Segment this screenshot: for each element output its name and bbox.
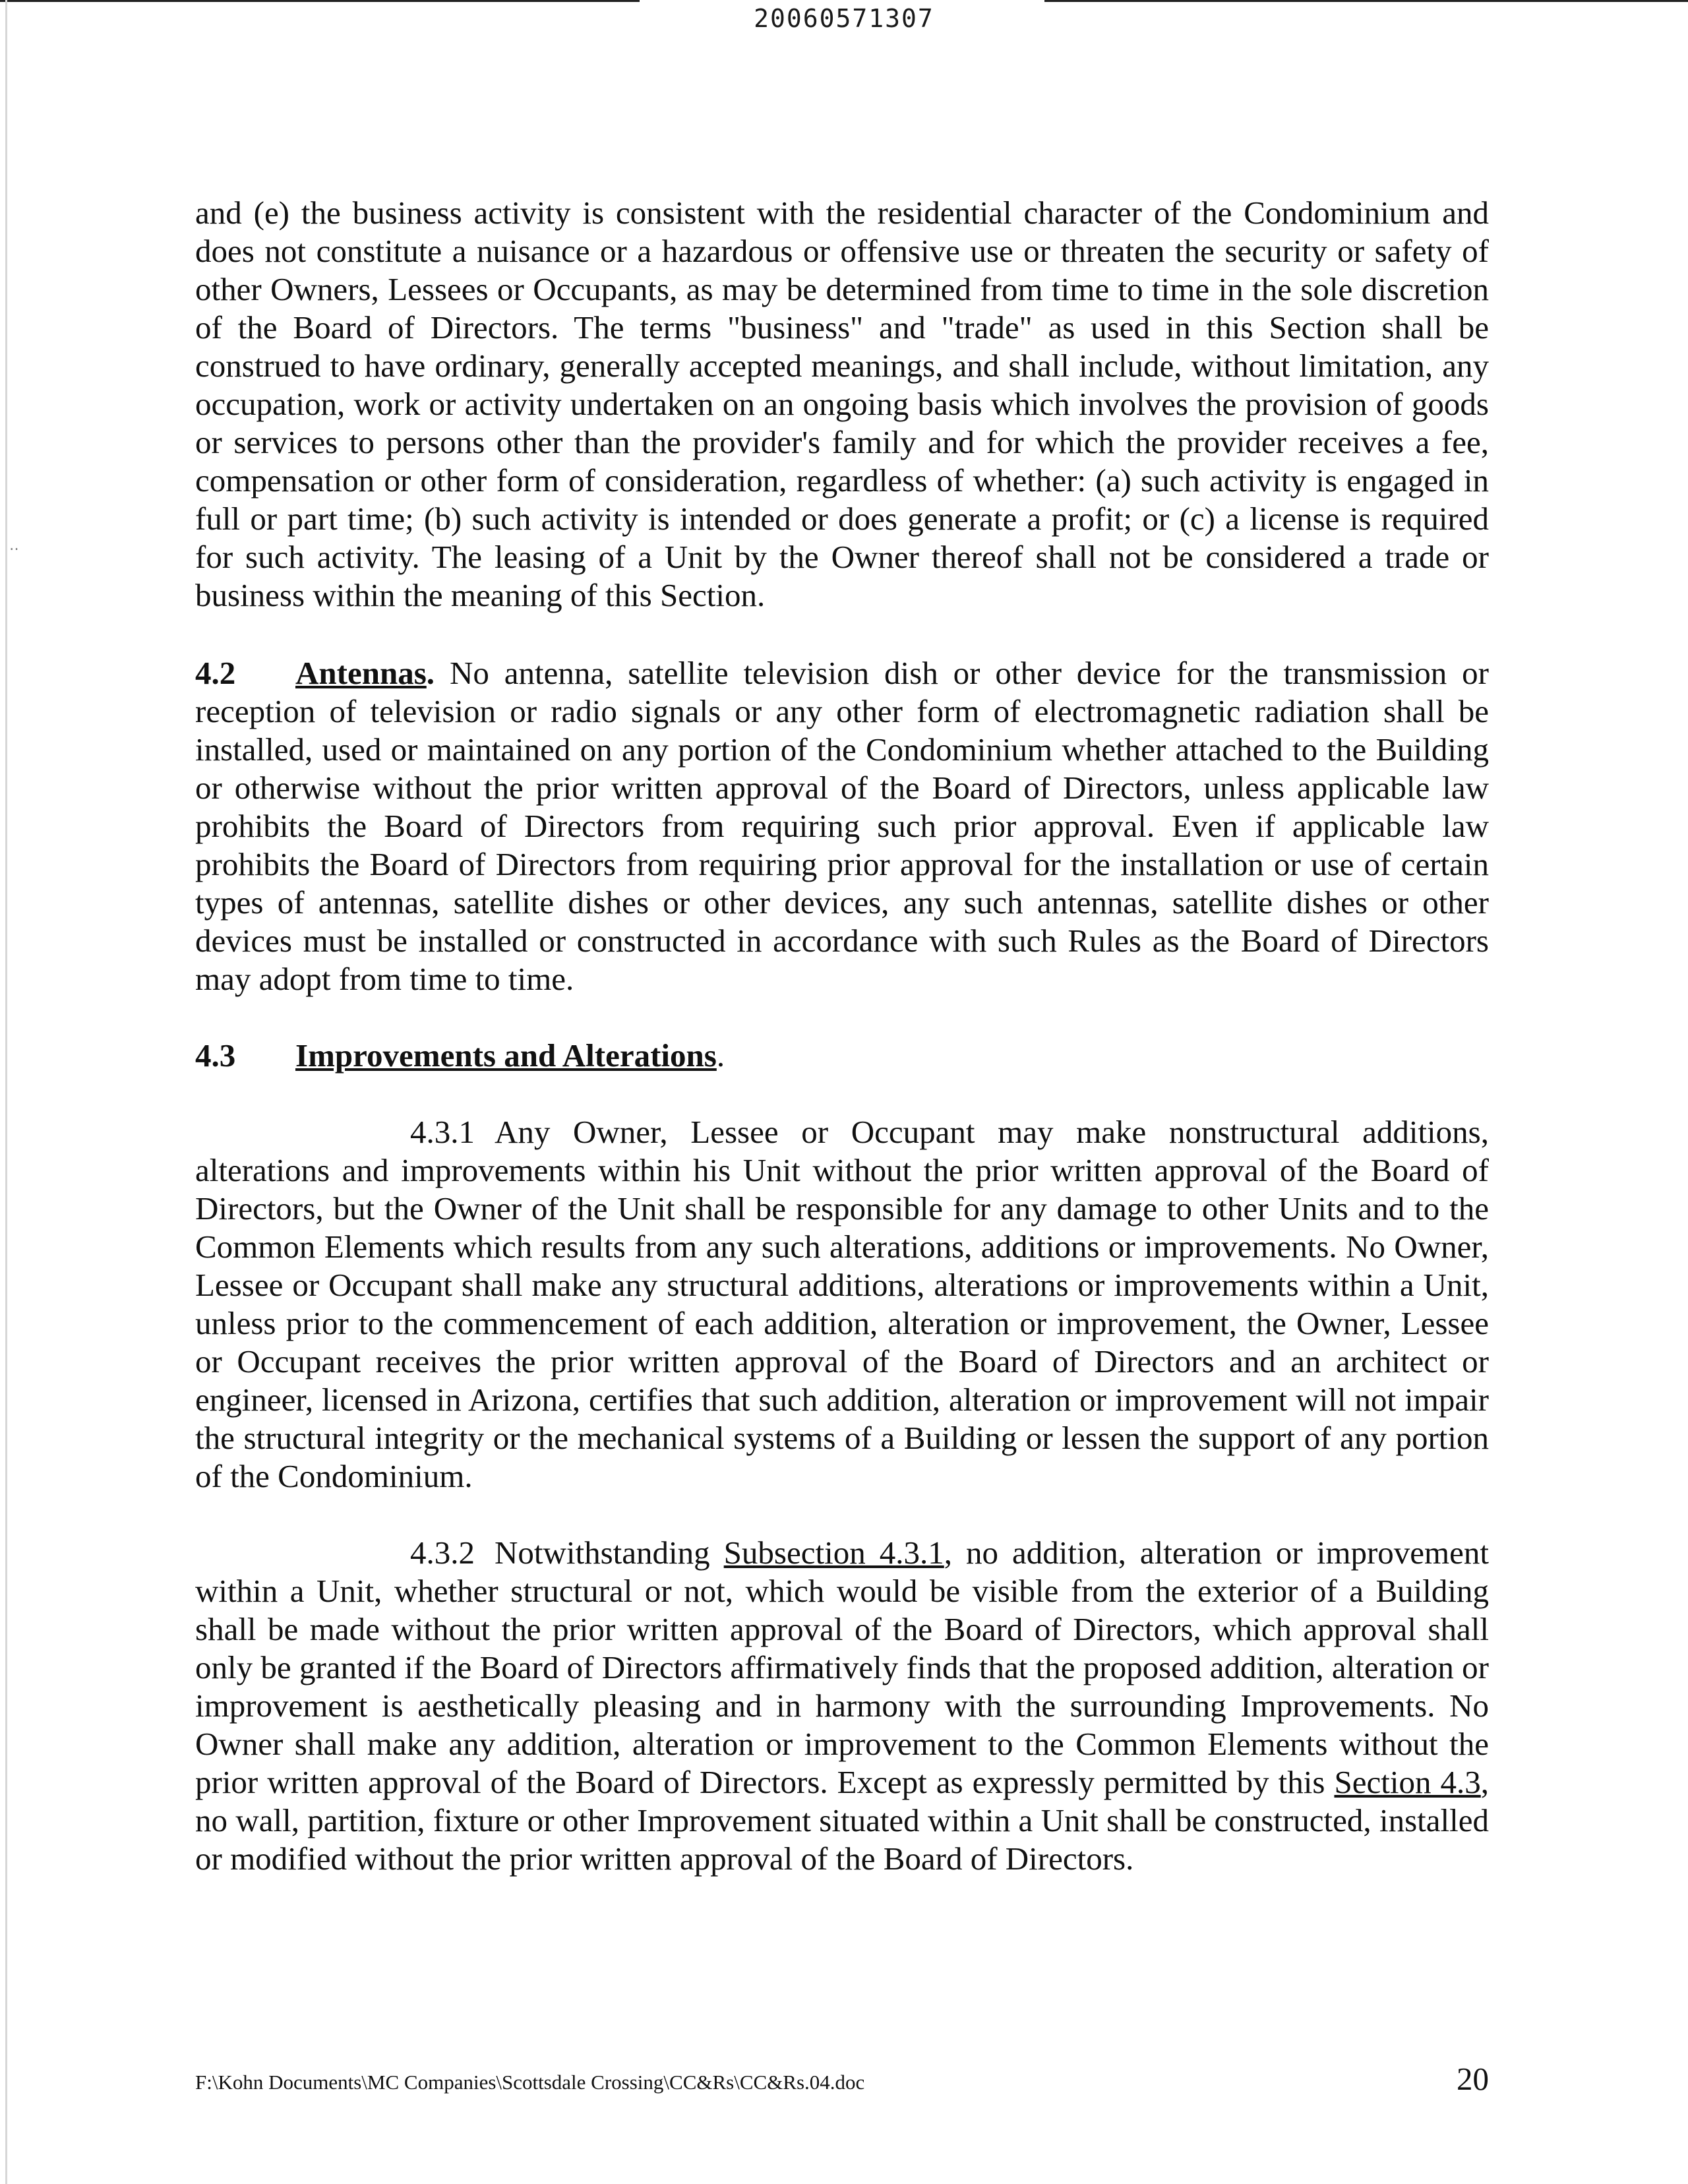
paragraph-text: No antenna, satellite television dish or other device for the transmission or reception of television or radio signals or any other form of electromagnetic radiation shall be installed, used or maintained on any portion of the Condominium whether attached to the Building or otherwise without the prior written approval of the Board of Directors, unless applicable law prohibits the Board of Directors from requiring such prior approval. Even if applicable law prohibits the Board of Directors from requiring prior approval for the installation or use of certain types of antennas, satellite dishes or other devices, any such antennas, satellite dishes or other devices must be installed or constructed in accordance with such Rules as the Board of Directors may adopt from time to time. xyxy=(195,655,1489,997)
section-4-3-heading xyxy=(195,1037,1489,1075)
subsection-4-3-2 xyxy=(195,1534,1489,1878)
section-title-punct: . xyxy=(716,1037,725,1074)
paragraph-text-b: , no addition, alteration or improvement within a Unit, whether structural or not, which would be visible from the exterior of a Building shall be made without the prior written approval of the Board of Directors, which approval shall only be granted if the Board of Directors affirmatively finds that the proposed addition, alteration or improvement is aesthetically pleasing and in harmony with the surrounding Improvements. No Owner shall make any addition, alteration or improvement to the Common Elements without the prior written approval of the Board of Directors. Except as expressly permitted by this xyxy=(195,1534,1489,1800)
paragraph xyxy=(195,1113,1489,1496)
subsection-number: 4.3.1 xyxy=(410,1114,475,1150)
section-4-2 xyxy=(195,654,1489,998)
section-title: Improvements and Alterations xyxy=(295,1037,717,1074)
heading-line xyxy=(195,1037,1489,1075)
subsection-number: 4.3.2 xyxy=(410,1534,475,1571)
paragraph-text: Any Owner, Lessee or Occupant may make nonstructural additions, alterations and improvements within his Unit without the prior written approval of the Board of Directors, but the Owner of the Unit shall be responsible for any damage to other Units and to the Common Elements which results from any such alterations, additions or improvements. No Owner, Lessee or Occupant shall make any structural additions, alterations or improvements within a Unit, unless prior to the commencement of each addition, alteration or improvement, the Owner, Lessee or Occupant receives the prior written approval of the Board of Directors and an architect or engineer, licensed in Arizona, certifies that such addition, alteration or improvement will not impair the structural integrity or the mechanical systems of a Building or lessen the support of any portion of the Condominium. xyxy=(195,1114,1489,1494)
scan-speck-icon: ․․ xyxy=(9,537,19,554)
section-number: 4.2 xyxy=(195,655,236,691)
section-number: 4.3 xyxy=(195,1037,236,1074)
page-number: 20 xyxy=(1457,2061,1489,2097)
recording-number-stamp: 20060571307 xyxy=(754,4,934,33)
paragraph xyxy=(195,654,1489,998)
paragraph xyxy=(195,1534,1489,1878)
paragraph-text: and (e) the business activity is consistent with the residential character of the Condominium and does not constitute a nuisance or a hazardous or offensive use or threaten the security or safety of other Owners, Lessees or Occupants, as may be determined from time to time in the sole discretion of the Board of Directors. The terms "business" and "trade" as used in this Section shall be construed to have ordinary, generally accepted meanings, and shall include, without limitation, any occupation, work or activity undertaken on an ongoing basis which involves the provision of goods or services to persons other than the provider's family and for which the provider receives a fee, compensation or other form of consideration, regardless of whether: (a) such activity is engaged in full or part time; (b) such activity is intended or does generate a profit; or (c) a license is required for such activity. The leasing of a Unit by the Owner thereof shall not be considered a trade or business within the meaning of this Section. xyxy=(195,195,1489,613)
section-4-1-continuation xyxy=(195,194,1489,615)
cross-reference: Section 4.3 xyxy=(1334,1764,1481,1800)
cross-reference: Subsection 4.3.1 xyxy=(723,1534,944,1571)
section-title: Antennas xyxy=(295,655,427,691)
paragraph-text-a: Notwithstanding xyxy=(495,1534,724,1571)
section-title-punct: . xyxy=(426,655,435,691)
scan-left-edge xyxy=(5,0,7,2184)
subsection-4-3-1 xyxy=(195,1113,1489,1496)
footer-file-path: F:\Kohn Documents\MC Companies\Scottsdale Crossing\CC&Rs\CC&Rs.04.doc xyxy=(195,2071,865,2094)
paragraph-text-c: , no wall, partition, fixture or other Improvement situated within a Unit shall be constructed, installed or modified without the prior written approval of the Board of Directors. xyxy=(195,1764,1489,1877)
